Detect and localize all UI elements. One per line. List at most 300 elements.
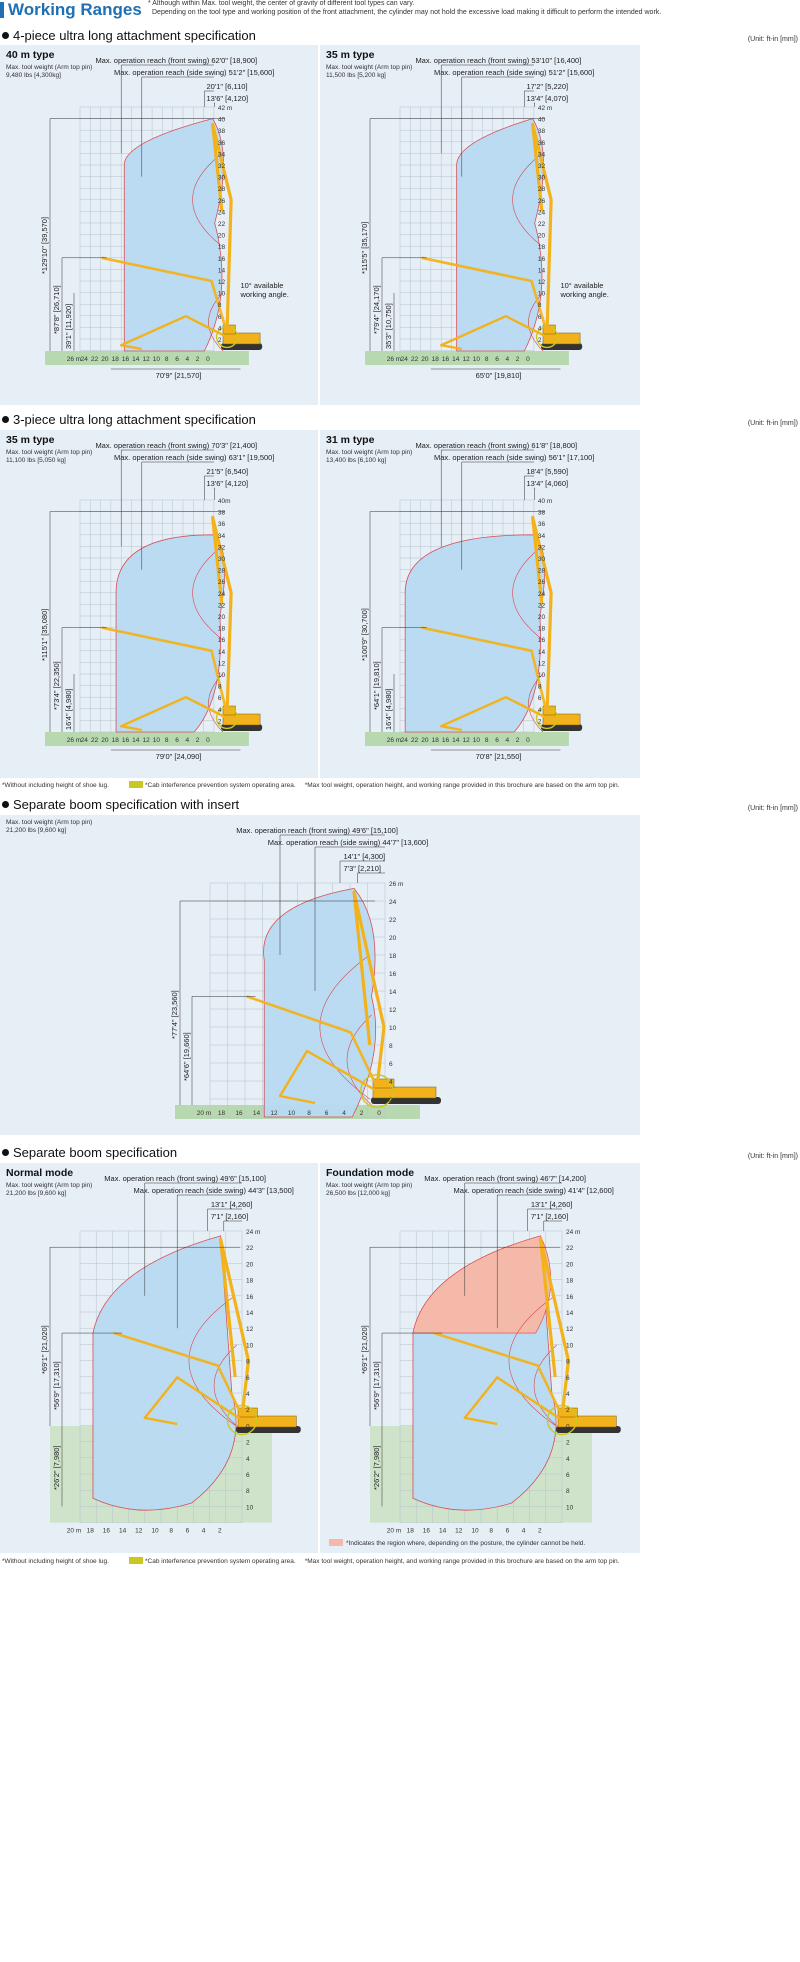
y-tick-label: 8	[566, 1488, 570, 1496]
y-tick-label: 4	[246, 1455, 250, 1463]
front-reach-line	[121, 450, 214, 546]
tool-weight-value: 9,480 lbs [4,300kg]	[6, 72, 61, 79]
y-tick-label: 12	[537, 660, 546, 668]
y-tick-label: 16	[389, 971, 397, 978]
dim-2-line	[544, 1221, 562, 1231]
y-tick-label: 32	[217, 544, 226, 552]
y-tick-label: 10	[246, 1342, 254, 1350]
y-tick-label: 2	[246, 1439, 250, 1447]
x-tick-label: 10	[472, 356, 481, 363]
x-tick-label: 22	[410, 737, 419, 744]
y-tick-label: 32	[217, 163, 226, 170]
dimension-1-label: 13'1" [4,260]	[530, 1200, 573, 1209]
x-tick-label: 18	[431, 356, 439, 363]
y-tick-label: 38	[537, 509, 546, 517]
height-1-label: *100'9" [30,700]	[360, 608, 369, 661]
y-tick-label: 20	[246, 1261, 254, 1269]
panel-31m-type	[320, 430, 640, 778]
y-tick-label: 18	[217, 625, 226, 633]
x-tick-label: 2	[515, 356, 520, 363]
x-tick-label: 4	[185, 356, 190, 363]
y-tick-label: 20	[217, 614, 226, 621]
y-tick-label: 4	[217, 706, 222, 714]
y-tick-label: 22	[566, 1245, 574, 1253]
x-tick-label: 20	[421, 356, 429, 363]
x-tick-label: 26 m	[66, 356, 82, 363]
working-angle-label-2: working angle.	[560, 290, 609, 299]
x-tick-label: 2	[359, 1110, 364, 1117]
y-tick-label: 10	[537, 672, 546, 679]
x-tick-label: 26 m	[66, 737, 82, 744]
x-tick-label: 26 m	[386, 737, 402, 744]
dimension-2-label: 13'6" [4,120]	[206, 94, 249, 103]
dimension-2-label: 7'3" [2,210]	[343, 864, 381, 873]
x-tick-label: 14	[252, 1110, 261, 1117]
front-swing-reach-label: Max. operation reach (front swing) 61'8" [18,800]	[415, 441, 578, 450]
y-tick-label: 30	[217, 556, 226, 563]
x-tick-label: 10	[152, 737, 161, 744]
y-tick-label: 34	[537, 151, 546, 159]
y-tick-label: 10	[246, 1504, 254, 1512]
y-tick-label: 18	[537, 625, 546, 633]
height-2-label: *56'9" [17,310]	[52, 1360, 61, 1410]
x-tick-label: 14	[452, 737, 460, 744]
x-tick-label: 6	[495, 356, 499, 363]
x-tick-label: 4	[521, 1527, 526, 1535]
x-tick-label: 14	[438, 1527, 447, 1535]
y-tick-label: 14	[537, 648, 546, 656]
unit-label: (Unit: ft-in [mm])	[747, 805, 798, 812]
dimension-1-label: 14'1" [4,300]	[343, 852, 386, 861]
y-tick-label: 26	[537, 197, 546, 205]
x-tick-label: 8	[484, 356, 489, 363]
y-tick-label: 38	[537, 128, 546, 136]
y-tick-label: 8	[389, 1043, 393, 1050]
x-tick-label: 0	[206, 737, 210, 744]
y-tick-label: 10	[217, 290, 226, 298]
y-tick-label: 20	[537, 232, 546, 240]
x-tick-label: 20	[421, 737, 429, 744]
y-tick-label: 24	[217, 590, 226, 598]
y-tick-label: 12	[217, 279, 226, 286]
x-tick-label: 4	[185, 737, 190, 744]
x-tick-label: 0	[526, 356, 530, 363]
height-1-label: *69'1" [21,020]	[40, 1324, 49, 1374]
x-tick-label: 20 m	[386, 1527, 402, 1535]
y-tick-label: 36	[217, 139, 226, 147]
section-title-separate-boom	[2, 1145, 177, 1160]
tool-weight-label: Max. tool weight (Arm top pin)	[326, 1182, 413, 1189]
bottom-reach-label: 70'8" [21,550]	[475, 752, 522, 761]
y-tick-label: 10	[566, 1342, 574, 1350]
side-swing-reach-label: Max. operation reach (side swing) 41'4" [12,600]	[453, 1186, 614, 1195]
foundation-cylinder-region	[413, 1236, 551, 1333]
y-tick-label: 6	[389, 1061, 393, 1068]
y-tick-label: 32	[537, 544, 546, 552]
footnote-row-2	[2, 1557, 619, 1565]
tool-weight-value: 11,500 lbs [5,200 kg]	[326, 72, 386, 79]
x-tick-label: 12	[135, 1527, 143, 1535]
y-tick-label: 14	[537, 267, 546, 275]
y-tick-label: 2	[389, 1097, 393, 1104]
depth-label: *26'2" [7,980]	[372, 1445, 381, 1491]
x-tick-label: 22	[90, 356, 99, 363]
y-tick-label: 18	[389, 953, 397, 960]
x-tick-label: 8	[169, 1527, 174, 1535]
y-tick-label: 10	[217, 672, 226, 679]
footnote-shoe: *Without including height of shoe lug.	[2, 782, 109, 789]
y-tick-label: 8	[537, 683, 542, 691]
header-note	[148, 0, 661, 17]
bullet-icon	[2, 1149, 9, 1156]
working-range-diagram	[0, 430, 318, 778]
tool-weight-value: 26,500 lbs [12,000 kg]	[326, 1190, 390, 1197]
x-tick-label: 22	[90, 737, 99, 744]
y-tick-label: 2	[217, 718, 222, 726]
y-tick-label: 6	[537, 695, 542, 703]
y-tick-label: 28	[217, 186, 226, 194]
working-angle-label-1: 10° available	[560, 281, 604, 290]
x-tick-label: 20	[101, 356, 109, 363]
y-tick-label: 12	[537, 279, 546, 286]
x-tick-label: 16	[422, 1527, 431, 1535]
height-3-label: 39'1" [11,920]	[64, 303, 73, 349]
y-tick-label: 40	[217, 116, 226, 124]
tool-weight-label: Max. tool weight (Arm top pin)	[326, 64, 413, 71]
bullet-icon	[2, 32, 9, 39]
panel-title: 35 m type	[6, 434, 55, 446]
y-tick-label: 4	[566, 1455, 570, 1463]
x-tick-label: 2	[195, 356, 200, 363]
front-swing-reach-label: Max. operation reach (front swing) 46'7" [14,200]	[424, 1174, 586, 1183]
y-tick-label: 6	[566, 1374, 570, 1382]
height-3-label: 35'3" [10,750]	[384, 303, 393, 349]
y-tick-label: 12	[217, 660, 226, 668]
x-tick-label: 4	[342, 1110, 346, 1117]
foundation-region-swatch	[329, 1539, 343, 1546]
unit-label: (Unit: ft-in [mm])	[747, 1153, 798, 1160]
side-swing-reach-label: Max. operation reach (side swing) 56'1" [17,100]	[433, 453, 595, 462]
panel-title: Foundation mode	[326, 1167, 415, 1179]
y-tick-label: 26	[217, 197, 226, 205]
upper-body	[223, 333, 260, 344]
dim-2-line	[224, 1221, 242, 1231]
y-tick-label: 16	[246, 1293, 254, 1301]
unit-label: (Unit: ft-in [mm])	[747, 36, 798, 43]
y-tick-label: 30	[537, 556, 546, 563]
bottom-reach-label: 79'0" [24,090]	[155, 752, 202, 761]
x-tick-label: 18	[86, 1527, 94, 1535]
tool-weight-value: 21,200 lbs [9,600 kg]	[6, 827, 67, 834]
y-tick-label: 28	[217, 567, 226, 575]
footnote-tool: *Max tool weight, operation height, and working range provided in this brochure are based on the arm top pin.	[304, 782, 620, 789]
front-reach-line	[441, 450, 534, 546]
y-tick-label: 18	[217, 244, 226, 252]
dimension-1-label: 21'5" [6,540]	[206, 467, 249, 476]
y-tick-label: 10	[389, 1025, 397, 1032]
y-tick-label: 12	[246, 1326, 254, 1334]
bottom-reach-label: 65'0" [19,810]	[475, 371, 522, 380]
panel-foundation-mode	[320, 1163, 640, 1553]
y-tick-label: 18	[246, 1277, 254, 1285]
y-tick-label: 30	[537, 174, 546, 182]
front-swing-reach-label: Max. operation reach (front swing) 49'6" [15,100]	[104, 1174, 266, 1183]
height-1-label: *115'1" [35,080]	[40, 608, 49, 661]
bottom-reach-label: 70'9" [21,570]	[155, 371, 202, 380]
x-tick-label: 6	[324, 1110, 329, 1117]
working-range-diagram	[0, 815, 640, 1135]
x-tick-label: 8	[164, 356, 169, 363]
y-tick-label: 12	[389, 1007, 397, 1014]
y-tick-label: 16	[217, 255, 226, 263]
y-tick-label: 22	[389, 917, 397, 924]
x-tick-label: 2	[537, 1527, 542, 1535]
dim-2-line	[534, 488, 535, 500]
front-swing-reach-label: Max. operation reach (front swing) 53'10" [16,400]	[415, 56, 582, 65]
x-tick-label: 16	[441, 737, 450, 744]
y-tick-label: 36	[217, 521, 226, 529]
y-tick-label: 30	[217, 174, 226, 182]
y-tick-label: 8	[566, 1358, 570, 1366]
height-2-label: *79'4" [24,170]	[372, 285, 381, 335]
y-tick-label: 26	[217, 579, 226, 587]
y-tick-label: 6	[566, 1472, 570, 1479]
side-swing-reach-label: Max. operation reach (side swing) 51'2" [15,600]	[113, 68, 275, 77]
y-tick-label: 34	[217, 532, 226, 540]
x-tick-label: 8	[484, 737, 489, 744]
y-tick-label: 36	[537, 139, 546, 147]
y-tick-label: 2	[537, 337, 542, 344]
cab-zone-swatch	[129, 781, 143, 788]
y-tick-label: 22	[217, 221, 226, 228]
y-tick-label: 8	[537, 302, 542, 310]
x-tick-label: 20	[101, 737, 109, 744]
unit-label: (Unit: ft-in [mm])	[747, 420, 798, 427]
working-range-envelope	[93, 1236, 236, 1510]
y-tick-label: 6	[217, 313, 222, 321]
panel-title: Normal mode	[6, 1167, 74, 1179]
footnote-foundation: *Indicates the region where, depending on the posture, the cylinder cannot be held.	[346, 1540, 586, 1547]
x-tick-label: 0	[377, 1110, 381, 1117]
y-tick-label: 18	[566, 1277, 574, 1285]
x-tick-label: 10	[471, 1527, 479, 1535]
y-tick-label: 4	[537, 325, 542, 333]
dimension-1-label: 17'2" [5,220]	[526, 82, 569, 91]
x-tick-label: 4	[505, 356, 510, 363]
section-title-text: Separate boom specification with insert	[13, 797, 240, 812]
upper-body	[373, 1087, 436, 1098]
x-tick-label: 12	[270, 1110, 278, 1117]
y-tick-label: 26 m	[389, 881, 404, 888]
cab-zone-swatch	[129, 1557, 143, 1564]
working-angle-label-1: 10° available	[240, 281, 284, 290]
bullet-icon	[2, 801, 9, 808]
y-tick-label: 40	[537, 116, 546, 124]
height-1-label: *69'1" [21,020]	[360, 1324, 369, 1374]
dimension-2-label: 13'4" [4,060]	[526, 479, 569, 488]
y-tick-label: 28	[537, 186, 546, 194]
panel-title: 35 m type	[326, 49, 375, 61]
panel-40m-type	[0, 45, 318, 405]
x-tick-label: 10	[151, 1527, 159, 1535]
y-tick-label: 0	[246, 1423, 250, 1431]
y-tick-label: 36	[537, 521, 546, 529]
footnote-row-1	[2, 781, 619, 789]
tool-weight-label: Max. tool weight (Arm top pin)	[6, 64, 93, 71]
y-tick-label: 6	[246, 1472, 250, 1479]
y-tick-label: 40m	[217, 498, 231, 505]
x-tick-label: 8	[307, 1110, 311, 1117]
height-2-label: *73'4" [22,350]	[52, 661, 61, 710]
y-tick-label: 24	[217, 209, 226, 217]
y-tick-label: 16	[537, 255, 546, 263]
y-tick-label: 14	[217, 648, 226, 656]
footnote-shoe: *Without including height of shoe lug.	[2, 1558, 109, 1565]
x-tick-label: 8	[489, 1527, 494, 1535]
x-tick-label: 16	[441, 356, 450, 363]
side-swing-reach-label: Max. operation reach (side swing) 63'1" [19,500]	[113, 453, 275, 462]
x-tick-label: 16	[121, 356, 130, 363]
dim-2-line	[214, 103, 215, 107]
y-tick-label: 22	[537, 602, 546, 610]
x-tick-label: 4	[505, 737, 510, 744]
y-tick-label: 20	[537, 614, 546, 621]
y-tick-label: 6	[537, 313, 542, 321]
front-swing-reach-label: Max. operation reach (front swing) 62'0" [18,900]	[95, 56, 258, 65]
height-2-label: *64'6" [19,660]	[182, 1031, 191, 1081]
x-tick-label: 10	[152, 356, 161, 363]
y-tick-label: 2	[566, 1439, 570, 1447]
y-tick-label: 32	[537, 163, 546, 170]
x-tick-label: 16	[121, 737, 130, 744]
x-tick-label: 6	[495, 737, 499, 744]
y-tick-label: 34	[217, 151, 226, 159]
x-tick-label: 18	[217, 1110, 226, 1117]
y-tick-label: 38	[217, 128, 226, 136]
y-tick-label: 2	[246, 1407, 250, 1415]
x-tick-label: 12	[142, 737, 150, 744]
x-tick-label: 6	[175, 356, 179, 363]
bullet-icon	[2, 416, 9, 423]
x-tick-label: 2	[195, 737, 200, 744]
height-2-label: *64'1" [19,810]	[372, 661, 381, 710]
side-swing-reach-label: Max. operation reach (side swing) 44'3" [13,500]	[133, 1186, 294, 1195]
y-tick-label: 16	[566, 1293, 574, 1301]
y-tick-label: 40 m	[537, 498, 553, 505]
y-tick-label: 12	[566, 1326, 574, 1334]
tool-weight-label: Max. tool weight (Arm top pin)	[6, 449, 93, 456]
x-tick-label: 6	[505, 1527, 510, 1535]
y-tick-label: 24	[389, 899, 397, 906]
x-tick-label: 16	[235, 1110, 243, 1117]
x-tick-label: 2	[217, 1527, 222, 1535]
y-tick-label: 4	[389, 1079, 393, 1086]
y-tick-label: 14	[246, 1310, 254, 1317]
y-tick-label: 24	[537, 590, 546, 598]
x-tick-label: 16	[102, 1527, 111, 1535]
dim-2-line	[358, 873, 386, 883]
x-tick-label: 8	[164, 737, 169, 744]
x-tick-label: 0	[526, 737, 530, 744]
y-tick-label: 24 m	[566, 1229, 581, 1236]
section-title-4-piece	[2, 28, 256, 43]
y-tick-label: 4	[246, 1391, 250, 1398]
y-tick-label: 6	[217, 695, 222, 703]
panel-title: 31 m type	[326, 434, 375, 446]
tool-weight-value: 13,400 lbs [6,100 kg]	[326, 457, 387, 464]
x-tick-label: 20 m	[66, 1527, 82, 1535]
y-tick-label: 20	[566, 1261, 574, 1269]
y-tick-label: 42 m	[537, 105, 553, 112]
x-tick-label: 14	[452, 356, 460, 363]
tool-weight-value: 11,100 lbs [5,050 kg]	[6, 457, 66, 464]
y-tick-label: 20	[389, 935, 397, 942]
x-tick-label: 26 m	[386, 356, 402, 363]
x-tick-label: 24	[80, 737, 88, 744]
working-range-diagram	[320, 430, 640, 778]
y-tick-label: 0	[566, 1423, 570, 1431]
section-title-separate-insert	[2, 797, 239, 812]
y-tick-label: 10	[537, 290, 546, 298]
x-tick-label: 6	[185, 1527, 190, 1535]
y-tick-label: 20	[217, 232, 226, 240]
y-tick-label: 4	[566, 1391, 570, 1398]
height-1-label: *77'4" [23,560]	[170, 990, 179, 1039]
header-note-line-1: * Although within Max. tool weight, the center of gravity of different tool types can vary.	[148, 0, 415, 7]
dimension-1-label: 13'1" [4,260]	[210, 1200, 253, 1209]
x-tick-label: 18	[406, 1527, 414, 1535]
tool-weight-label: Max. tool weight (Arm top pin)	[6, 1182, 93, 1189]
working-range-envelope	[264, 888, 376, 1117]
y-tick-label: 8	[246, 1488, 250, 1496]
dim-2-line	[214, 488, 215, 500]
y-tick-label: 2	[217, 337, 222, 344]
title-accent-bar	[0, 2, 4, 18]
dimension-2-label: 13'4" [4,070]	[526, 94, 569, 103]
y-tick-label: 2	[566, 1407, 570, 1415]
y-tick-label: 6	[246, 1374, 250, 1382]
y-tick-label: 26	[537, 579, 546, 587]
y-tick-label: 8	[246, 1358, 250, 1366]
dimension-1-label: 20'1" [6,110]	[206, 82, 248, 91]
y-tick-label: 34	[537, 532, 546, 540]
footnote-foundation-row	[326, 1539, 585, 1547]
x-tick-label: 18	[111, 737, 119, 744]
x-tick-label: 24	[400, 356, 408, 363]
section-title-text: 4-piece ultra long attachment specification	[13, 28, 256, 43]
x-tick-label: 6	[175, 737, 179, 744]
x-tick-label: 10	[472, 737, 481, 744]
upper-body	[543, 333, 580, 344]
y-tick-label: 28	[537, 567, 546, 575]
x-tick-label: 4	[201, 1527, 206, 1535]
y-tick-label: 16	[537, 637, 546, 645]
y-tick-label: 14	[566, 1310, 574, 1317]
x-tick-label: 18	[431, 737, 439, 744]
y-tick-label: 4	[537, 706, 542, 714]
y-tick-label: 8	[217, 302, 222, 310]
section-title-text: 3-piece ultra long attachment specification	[13, 412, 256, 427]
x-tick-label: 22	[410, 356, 419, 363]
y-tick-label: 24 m	[246, 1229, 261, 1236]
panel-title: 40 m type	[6, 49, 55, 61]
x-tick-label: 14	[132, 737, 140, 744]
footnote-cab: *Cab interference prevention system operating area.	[145, 1558, 296, 1565]
dimension-1-label: 18'4" [5,590]	[526, 467, 569, 476]
x-tick-label: 14	[118, 1527, 127, 1535]
working-angle-label-2: working angle.	[240, 290, 289, 299]
section-title-text: Separate boom specification	[13, 1145, 178, 1160]
